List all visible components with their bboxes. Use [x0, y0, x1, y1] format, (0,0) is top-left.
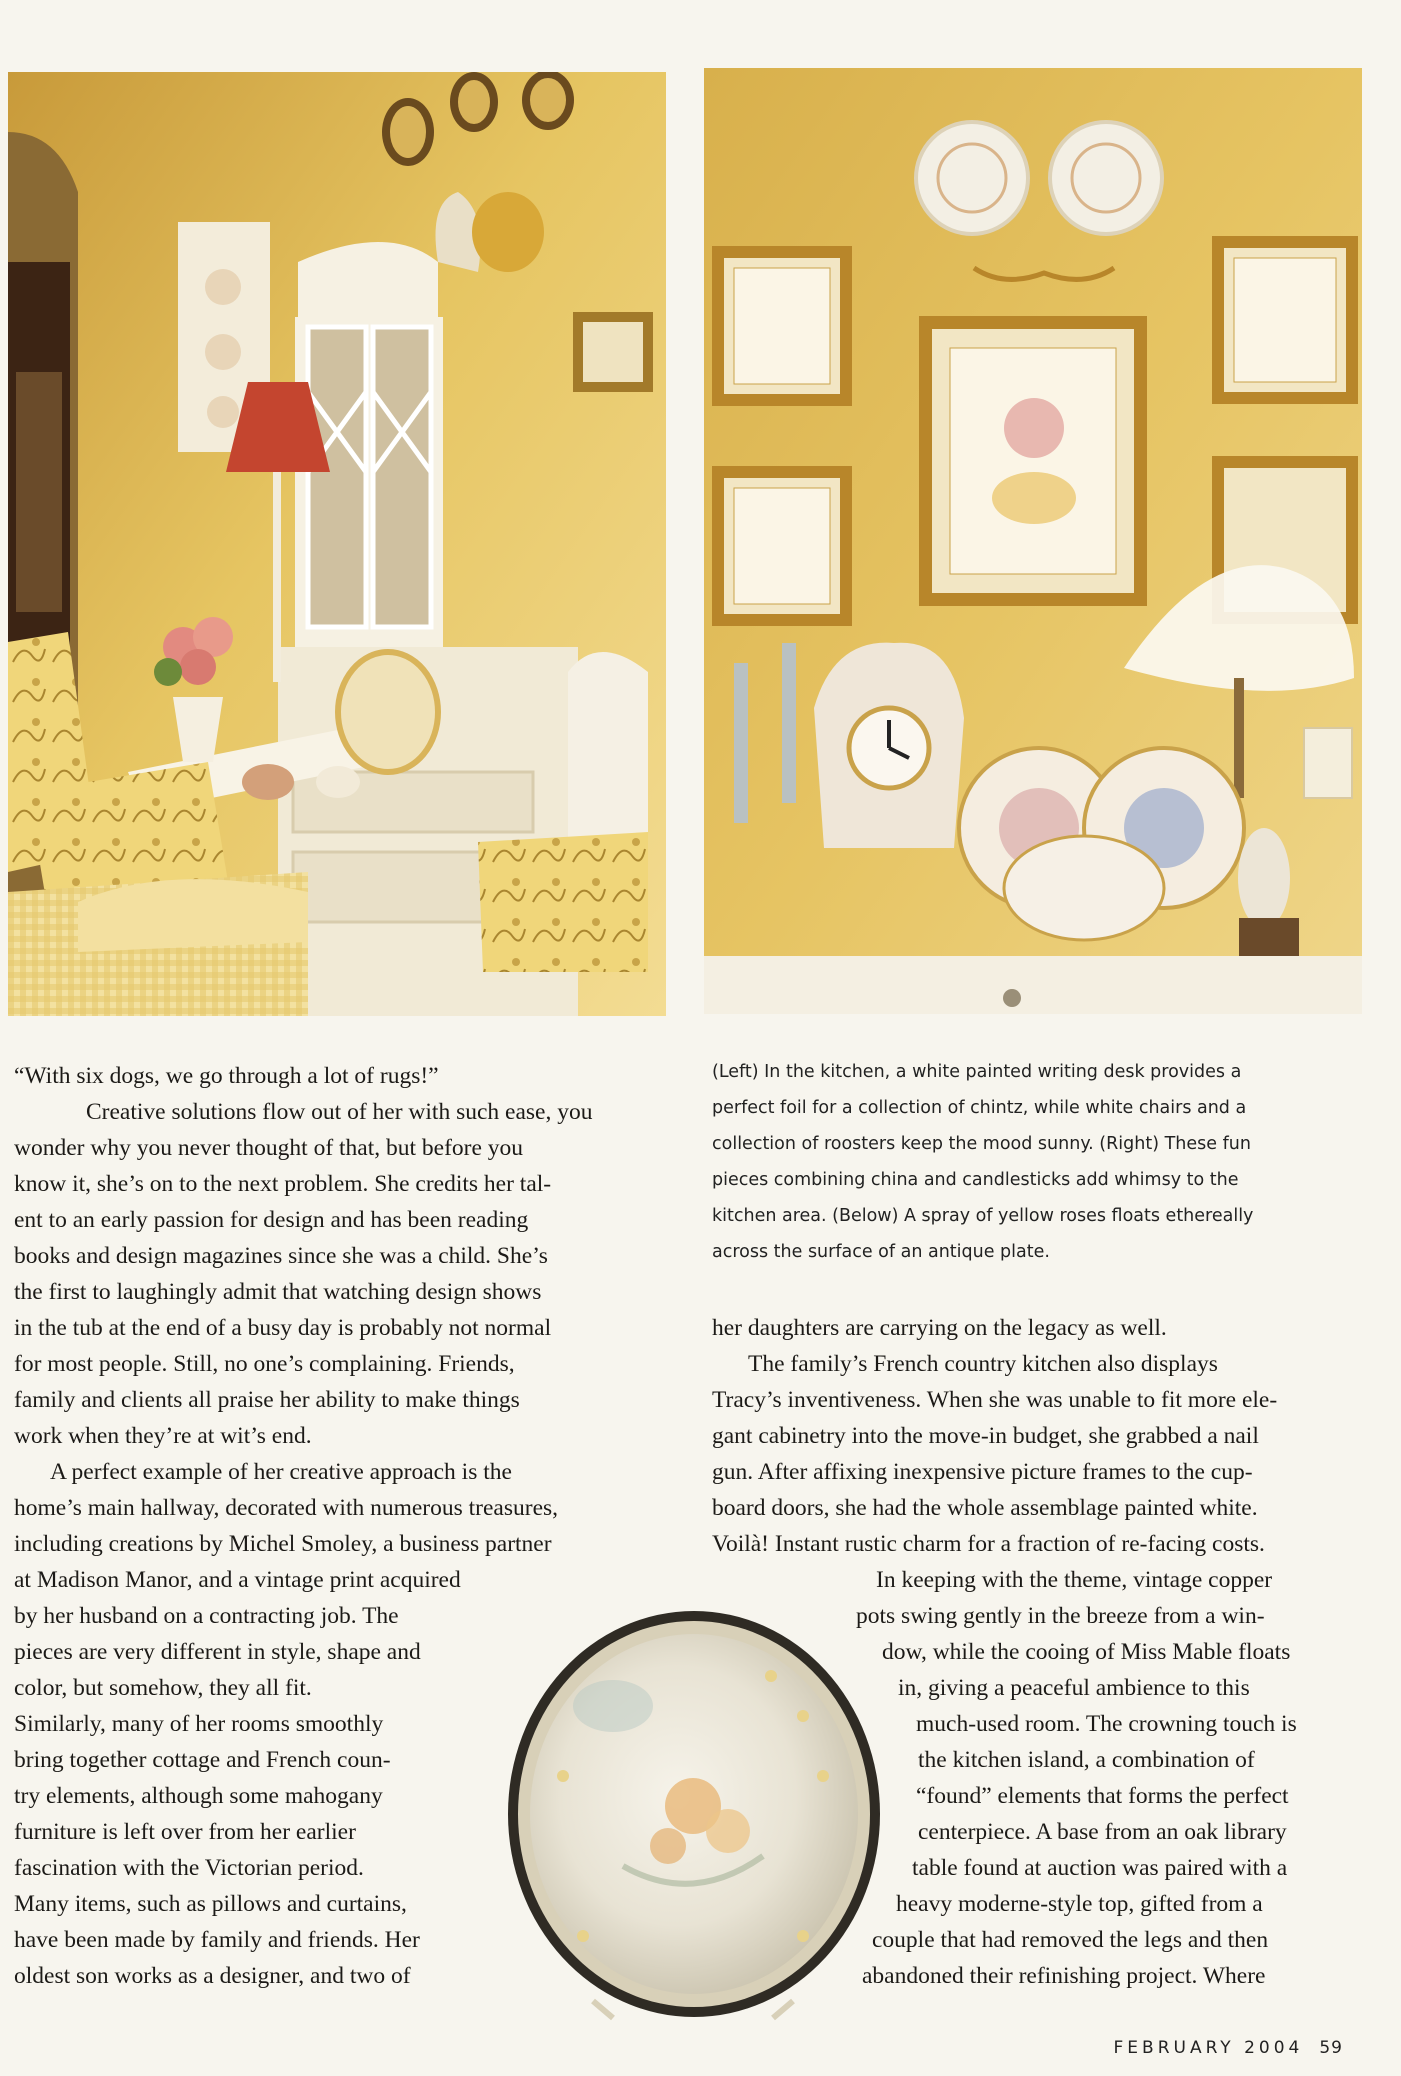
body-line: know it, she’s on to the next problem. She credits her tal-: [14, 1171, 552, 1197]
toile-pillow: [478, 832, 648, 972]
caption-line: across the surface of an antique plate.: [712, 1242, 1050, 1262]
body-line: pots swing gently in the breeze from a win-: [856, 1603, 1265, 1629]
photo-caption: [712, 1054, 1352, 1270]
caption-line: perfect foil for a collection of chintz, while white chairs and a: [712, 1098, 1247, 1118]
caption-line: (Left) In the kitchen, a white painted writing desk provides a: [712, 1062, 1242, 1082]
body-line: at Madison Manor, and a vintage print acquired: [14, 1567, 461, 1593]
body-line: “found” elements that forms the perfect: [916, 1783, 1289, 1809]
body-line: oldest son works as a designer, and two of: [14, 1963, 411, 1989]
body-line: for most people. Still, no one’s complaining. Friends,: [14, 1351, 515, 1377]
candle: [734, 663, 748, 823]
body-line: the first to laughingly admit that watching design shows: [14, 1279, 542, 1305]
body-line: In keeping with the theme, vintage copper: [876, 1567, 1273, 1593]
sideboard: [704, 956, 1362, 1014]
body-line: Many items, such as pillows and curtains,: [14, 1891, 407, 1917]
body-line: abandoned their refinishing project. Where: [862, 1963, 1266, 1989]
body-line: color, but somehow, they all fit.: [14, 1675, 312, 1701]
body-line: A perfect example of her creative approach is the: [50, 1459, 512, 1485]
antique-plate-photo: [503, 1606, 885, 2026]
body-line: much-used room. The crowning touch is: [916, 1711, 1297, 1737]
body-line: Similarly, many of her rooms smoothly: [14, 1711, 384, 1737]
caption-line: collection of roosters keep the mood sunny. (Right) These fun: [712, 1134, 1251, 1154]
page-number: 59: [1319, 2038, 1343, 2058]
body-line: board doors, she had the whole assemblage painted white.: [712, 1495, 1258, 1521]
body-line: have been made by family and friends. Her: [14, 1927, 420, 1953]
body-line: in, giving a peaceful ambience to this: [898, 1675, 1250, 1701]
caption-line: kitchen area. (Below) A spray of yellow roses floats ethereally: [712, 1206, 1254, 1226]
body-line: centerpiece. A base from an oak library: [918, 1819, 1287, 1845]
candle: [782, 643, 796, 803]
body-line: Voilà! Instant rustic charm for a fraction of re-facing costs.: [712, 1531, 1265, 1557]
body-line: couple that had removed the legs and then: [872, 1927, 1269, 1953]
body-line: dow, while the cooing of Miss Mable floats: [882, 1639, 1291, 1665]
photo-china-vignette: [704, 68, 1362, 1014]
body-line: pieces are very different in style, shape and: [14, 1639, 421, 1665]
porcelain-clock: [814, 643, 964, 848]
body-line: including creations by Michel Smoley, a business partner: [14, 1531, 552, 1557]
body-line: furniture is left over from her earlier: [14, 1819, 356, 1845]
body-line: bring together cottage and French coun-: [14, 1747, 391, 1773]
body-line: fascination with the Victorian period.: [14, 1855, 364, 1881]
body-line: wonder why you never thought of that, but before you: [14, 1135, 524, 1161]
body-line: The family’s French country kitchen also displays: [748, 1351, 1218, 1377]
photo-writing-desk: [8, 72, 666, 1016]
body-line: try elements, although some mahogany: [14, 1783, 383, 1809]
body-line: in the tub at the end of a busy day is probably not normal: [14, 1315, 552, 1341]
body-line: home’s main hallway, decorated with numerous treasures,: [14, 1495, 559, 1521]
body-line: family and clients all praise her ability to make things: [14, 1387, 520, 1413]
caption-line: pieces combining china and candlesticks add whimsy to the: [712, 1170, 1239, 1190]
body-line: her daughters are carrying on the legacy as well.: [712, 1315, 1167, 1341]
body-line: Creative solutions flow out of her with such ease, you: [86, 1099, 593, 1125]
quote-line: “With six dogs, we go through a lot of rugs!”: [14, 1063, 439, 1089]
body-line: table found at auction was paired with a: [912, 1855, 1288, 1881]
issue-date: FEBRUARY 2004: [1113, 2038, 1304, 2058]
body-line: the kitchen island, a combination of: [918, 1747, 1255, 1773]
body-line: work when they’re at wit’s end.: [14, 1423, 312, 1449]
body-line: gun. After affixing inexpensive picture frames to the cup-: [712, 1459, 1253, 1485]
body-line: books and design magazines since she was a child. She’s: [14, 1243, 548, 1269]
page-footer: [1114, 2038, 1343, 2058]
body-line: ent to an early passion for design and has been reading: [14, 1207, 529, 1233]
body-line: by her husband on a contracting job. The: [14, 1603, 399, 1629]
body-line: heavy moderne-style top, gifted from a: [896, 1891, 1263, 1917]
body-line: gant cabinetry into the move-in budget, she grabbed a nail: [712, 1423, 1259, 1449]
body-line: Tracy’s inventiveness. When she was unable to fit more ele-: [712, 1387, 1278, 1413]
